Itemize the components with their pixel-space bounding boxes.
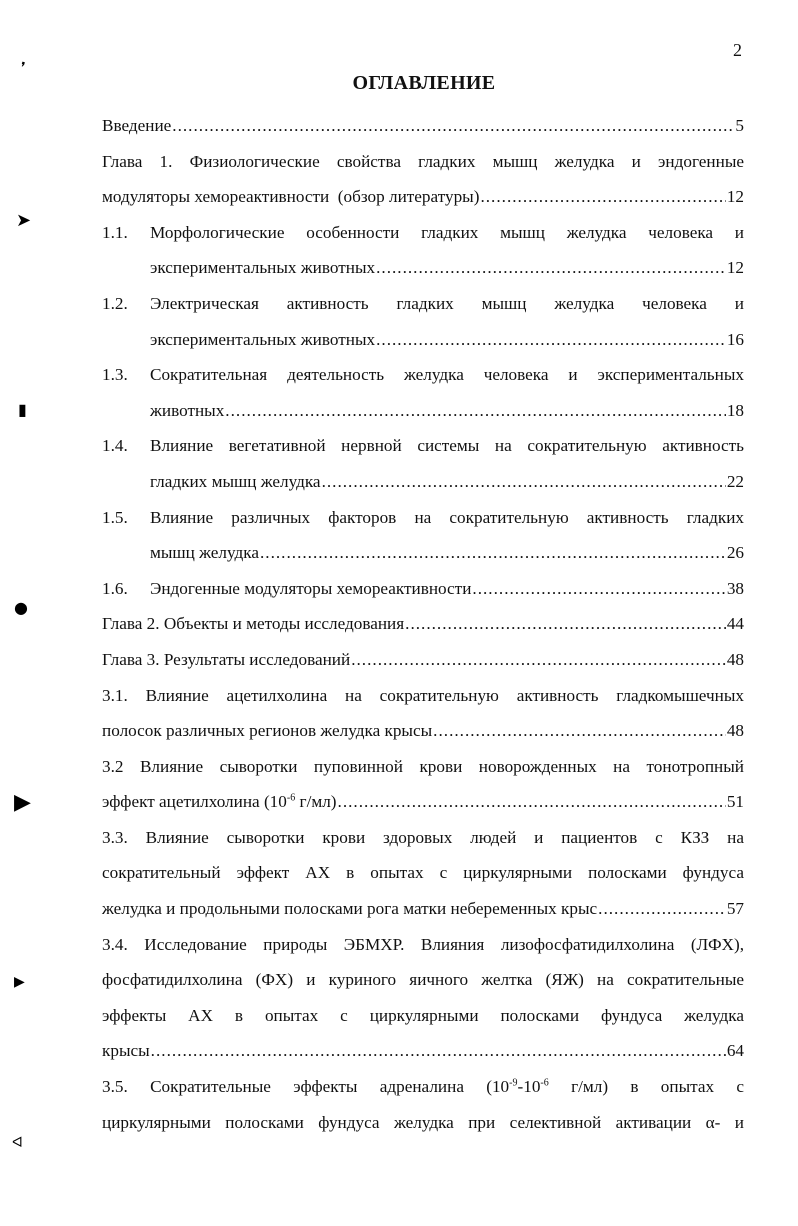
page-number: 2 <box>733 40 742 60</box>
toc-section-number: 1.4. <box>102 436 128 456</box>
toc-entry-text: Влияние вегетативной нервной системы на сократительную активность <box>150 436 744 456</box>
toc-entry-text: мышц желудка <box>150 543 259 563</box>
toc-page-number: 48 <box>726 649 744 669</box>
toc-entry-text: Влияние различных факторов на сократительную активность гладких <box>150 507 744 527</box>
leader-dots <box>480 179 725 215</box>
toc-entry-text: животных <box>150 400 225 420</box>
toc-page-number: 44 <box>726 614 744 634</box>
toc-entry-3-2-cont <box>102 784 744 820</box>
leader-dots <box>405 606 726 642</box>
toc-section-number: 1.6. <box>102 578 128 598</box>
scan-mark-4: ● <box>14 598 28 617</box>
text-part: г/мл) <box>295 792 337 812</box>
scan-mark-6: ▶ <box>14 974 25 990</box>
text-part: -10 <box>517 1077 541 1097</box>
toc-entry-1-1-cont <box>102 250 744 286</box>
toc-page-number: 26 <box>726 543 744 563</box>
page-title: ОГЛАВЛЕНИЕ <box>352 72 496 94</box>
toc-page-number: 51 <box>726 792 744 812</box>
toc-entry-3-4-cont2: эффекты АХ в опытах с циркулярными полосками фундуса желудка <box>102 1005 744 1025</box>
scan-mark-3: ▮ <box>18 400 27 419</box>
toc-entry-text: гладких мышц желудка <box>150 471 321 491</box>
toc-page-number: 22 <box>726 471 744 491</box>
toc-entry-chapter-3 <box>102 642 744 678</box>
toc-entry-3-4: 3.4. Исследование природы ЭБМХР. Влияния лизофосфатидилхолина (ЛФХ), <box>102 934 744 954</box>
toc-entry-3-4-cont3 <box>102 1033 744 1069</box>
toc-entry-3-1-cont <box>102 713 744 749</box>
toc-entry-chapter-1-cont <box>102 179 744 215</box>
toc-entry-1-4-cont <box>102 464 744 500</box>
toc-entry-intro <box>102 108 744 144</box>
toc-entry-3-5 <box>102 1069 744 1105</box>
toc-section-number: 1.3. <box>102 365 128 385</box>
toc-page-number: 12 <box>726 187 744 207</box>
toc-entry-text: Электрическая активность гладких мышц желудка человека и <box>150 293 744 313</box>
toc-entry-3-2: 3.2 Влияние сыворотки пуповинной крови новорожденных на тонотропный <box>102 756 744 776</box>
leader-dots <box>376 250 726 286</box>
scan-mark-7: ᐊ <box>12 1135 23 1151</box>
leader-dots <box>151 1033 726 1069</box>
toc-entry-text: Глава 2. Объекты и методы исследования <box>102 614 405 634</box>
toc-entry-1-3 <box>102 357 744 393</box>
toc-entry-3-5-cont: циркулярными полосками фундуса желудка при селективной активации α- и <box>102 1112 744 1132</box>
table-of-contents <box>102 108 744 1140</box>
scan-mark-1: ❜ <box>18 59 27 77</box>
toc-entry-chapter-2 <box>102 606 744 642</box>
leader-dots <box>260 535 726 571</box>
toc-entry-1-6 <box>102 571 744 607</box>
toc-entry-text: модуляторы хемореактивности (обзор литературы) <box>102 187 480 207</box>
leader-dots <box>338 784 726 820</box>
toc-page-number: 18 <box>726 400 744 420</box>
leader-dots <box>172 108 734 144</box>
toc-section-number: 1.2. <box>102 293 128 313</box>
toc-page-number: 16 <box>726 329 744 349</box>
leader-dots <box>376 322 726 358</box>
superscript: -9 <box>509 1077 518 1089</box>
toc-entry-text: экспериментальных животных <box>150 258 376 278</box>
toc-page-number: 64 <box>726 1041 744 1061</box>
toc-entry-text: экспериментальных животных <box>150 329 376 349</box>
leader-dots <box>322 464 726 500</box>
toc-page-number: 48 <box>726 721 744 741</box>
toc-section-number: 1.1. <box>102 222 128 242</box>
toc-entry-text: желудка и продольными полосками рога матки небеременных крыс <box>102 899 598 919</box>
toc-entry-1-2 <box>102 286 744 322</box>
toc-entry-text: полосок различных регионов желудка крысы <box>102 721 433 741</box>
toc-page-number: 57 <box>726 899 744 919</box>
toc-section-number: 1.5. <box>102 507 128 527</box>
text-part: г/мл) в опытах с <box>548 1077 744 1097</box>
toc-entry-3-3: 3.3. Влияние сыворотки крови здоровых людей и пациентов с КЗЗ на <box>102 827 744 847</box>
text-part: эффект ацетилхолина (10 <box>102 792 287 812</box>
leader-dots <box>598 891 726 927</box>
toc-page-number: 5 <box>735 116 744 135</box>
toc-page-number: 38 <box>726 578 744 598</box>
leader-dots <box>472 571 725 607</box>
toc-entry-1-5 <box>102 500 744 536</box>
toc-entry-1-3-cont <box>102 393 744 429</box>
scan-mark-5: ▶ <box>14 790 31 815</box>
toc-entry-1-2-cont <box>102 322 744 358</box>
toc-entry-1-5-cont <box>102 535 744 571</box>
toc-entry-3-3-cont: сократительный эффект АХ в опытах с циркулярными полосками фундуса <box>102 863 744 883</box>
toc-entry-text: Эндогенные модуляторы хемореактивности <box>150 578 472 598</box>
superscript: -6 <box>540 1077 549 1089</box>
toc-entry-3-3-cont2 <box>102 891 744 927</box>
toc-entry-text: Сократительная деятельность желудка человека и экспериментальных <box>150 365 744 385</box>
leader-dots <box>433 713 726 749</box>
toc-entry-chapter-1: Глава 1. Физиологические свойства гладких мышц желудка и эндогенные <box>102 151 744 171</box>
toc-entry-1-1 <box>102 215 744 251</box>
scan-mark-2: ➤ <box>16 210 32 231</box>
toc-entry-text <box>102 784 337 820</box>
text-part: 3.5. Сократительные эффекты адреналина (10 <box>102 1077 510 1097</box>
superscript: -6 <box>286 792 296 804</box>
toc-entry-text: Введение <box>102 116 172 135</box>
toc-entry-text: крысы <box>102 1041 150 1061</box>
leader-dots <box>225 393 726 429</box>
toc-entry-3-4-cont: фосфатидилхолина (ФХ) и куриного яичного желтка (ЯЖ) на сократительные <box>102 970 744 990</box>
toc-entry-1-4 <box>102 428 744 464</box>
toc-entry-3-1: 3.1. Влияние ацетилхолина на сократительную активность гладкомышечных <box>102 685 744 705</box>
toc-entry-text: Морфологические особенности гладких мышц желудка человека и <box>150 222 744 242</box>
toc-entry-text: Глава 3. Результаты исследований <box>102 649 351 669</box>
toc-page-number: 12 <box>726 258 744 278</box>
leader-dots <box>351 642 726 678</box>
